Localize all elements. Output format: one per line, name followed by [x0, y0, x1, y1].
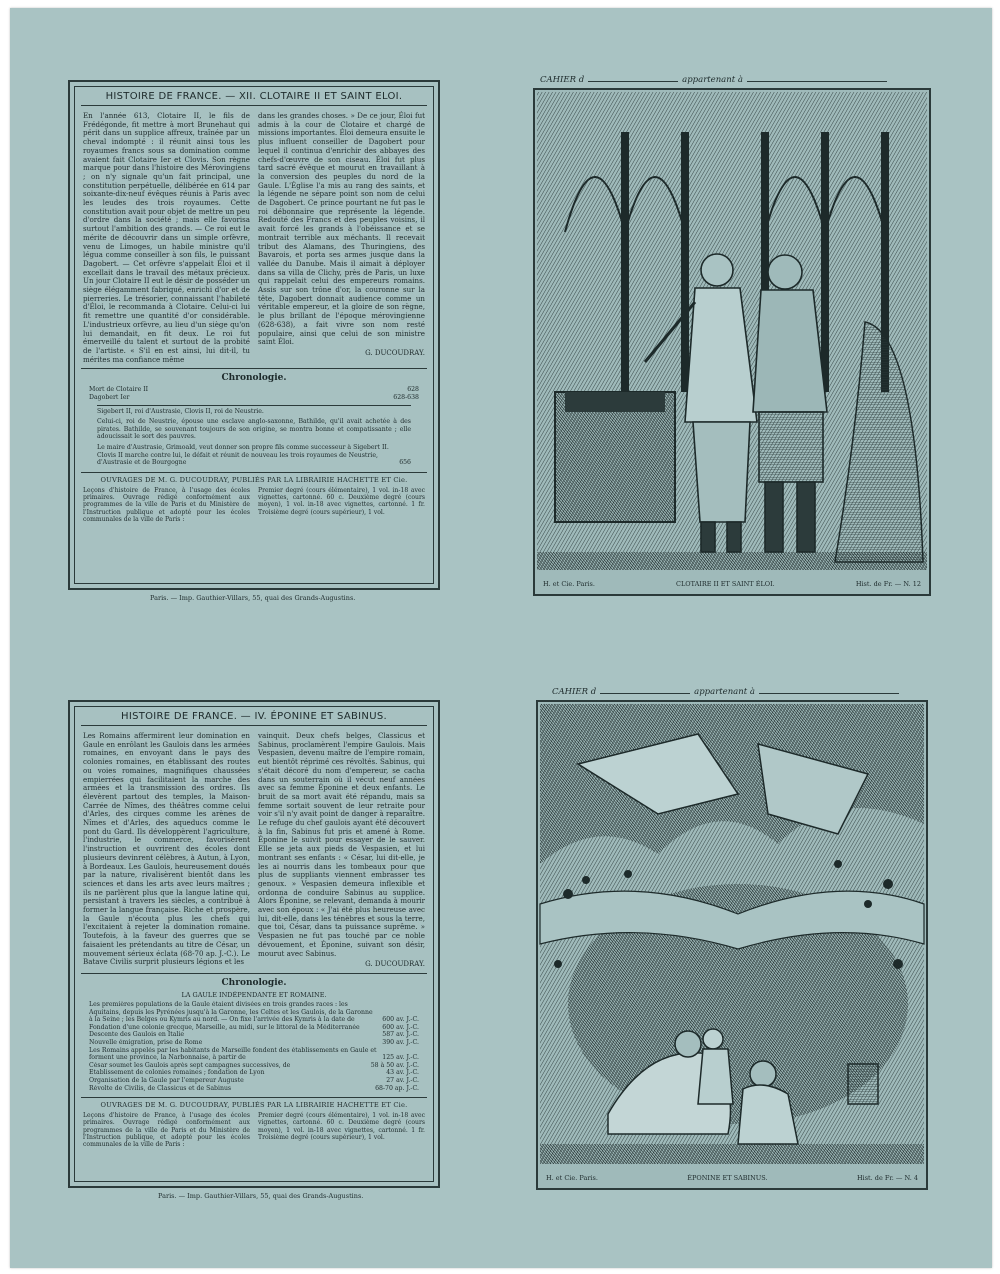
top-chrono-row — [89, 394, 419, 402]
top-cahier-owner: appartenant à — [682, 75, 743, 85]
bottom-chrono-row — [89, 1077, 419, 1085]
bottom-chrono-row — [89, 1031, 419, 1039]
top-col-left-text: En l'année 613, Clotaire II, le fils de Frédégonde, fit mettre à mort Brunehaut qui périt dans un supplice affreux, traînée par un cheval indompté : il réunit ainsi tous les royaumes francs sous sa domination comme avaient fait Clotaire Ier et Clovis. Son règne marque pour dans l'histoire des Mérovingiens ; on n'y signale qu'un fait principal, une constitution perpétuelle, délibérée en 614 par soixante-dix-neuf évêques réunis à Paris avec les leudes des trois royaumes. Cette constitution avait pour objet de mettre un peu d'ordre dans la société ; mais elle favorisa surtout l'ambition des grands. — Ce roi eut le mérite de découvrir dans un simple orfèvre, venu de Limoges, un habile ministre qu'il légua comme conseiller à son fils, le puissant Dagobert. — Cet orfèvre s'appelait Éloi et il excellait dans le travail des métaux précieux. Un jour Clotaire II eut le désir de posséder un siège élégamment fabriqué, enrichi d'or et de pierreries. Le trésorier, connaissant l'habileté d'Éloi, le recommanda à Clotaire. Celui-ci lui fit remettre une quantité d'or considérable. L'industrieux orfèvre, au lieu d'un siège qu'on lui demandait, en fit deux. Le roi fut émerveillé du talent et surtout de la probité de l'artiste. « S'il en est ainsi, lui dit-il, tu mérites ma confiance même — [83, 111, 250, 364]
top-illustration-caption — [543, 580, 921, 588]
eponine-engraving — [538, 704, 926, 1166]
top-caption-left: H. et Cie. Paris. — [543, 580, 595, 588]
bottom-signature: G. DUCOUDRAY. — [365, 960, 425, 969]
bottom-chrono-intro: Les premières populations de la Gaule étaient divisées en trois grandes races : les Aquitains, depuis les Pyrénées jusqu'à la Garonne, les Celtes et les Gaulois, de la Garonne à la Seine ; les Belges ou Kymris au nord. — On fixe l'arrivée des Kymris à la date de — [89, 1000, 373, 1024]
bottom-cahier-label: CAHIER d — [552, 687, 597, 697]
bottom-column-left — [83, 732, 250, 969]
top-ouvrages-left: Leçons d'histoire de France, à l'usage des écoles primaires. Ouvrage rédigé conformément aux programmes de la ville de Paris et du Ministère de l'Instruction publique et adopté pour les écoles communales de la ville de Paris : — [83, 486, 250, 523]
top-caption-title: CLOTAIRE II ET SAINT ÉLOI. — [675, 580, 775, 588]
bottom-columns — [83, 732, 425, 969]
top-chrono-row-date: 628 — [407, 386, 419, 394]
bottom-chrono-row-text: Nouvelle émigration, prise de Rome — [89, 1038, 203, 1046]
bottom-panel-inner-frame — [74, 706, 434, 1182]
top-chrono-row-text: Dagobert Ier — [89, 393, 130, 401]
top-column-right — [258, 112, 425, 364]
bottom-illustration-caption — [546, 1174, 918, 1182]
bottom-chrono-row-date: 390 av. J.-C. — [382, 1038, 419, 1046]
bottom-column-right — [258, 732, 425, 969]
bottom-ouvrages-title: OUVRAGES DE M. G. DUCOUDRAY, PUBLIÉS PAR LA LIBRAIRIE HACHETTE ET Cie. — [81, 1097, 427, 1109]
top-chrono-note-2-date: 656 — [399, 459, 411, 467]
bottom-chrono-row — [89, 1039, 419, 1047]
bottom-chrono-row — [89, 1085, 419, 1093]
top-chrono-row-date: 628-638 — [393, 393, 419, 401]
top-title: HISTOIRE DE FRANCE. — XII. CLOTAIRE II ET SAINT ELOI. — [81, 87, 427, 106]
top-illustration — [533, 88, 931, 596]
bottom-illustration — [536, 700, 928, 1190]
bottom-chrono-row-date: 587 av. J.-C. — [382, 1031, 419, 1039]
bottom-ouvrages-left: Leçons d'histoire de France, à l'usage des écoles primaires. Ouvrage rédigé conformément aux programmes de la ville de Paris et du Ministère de l'Instruction publique, et adopté pour les écoles communales de la ville de Paris : — [83, 1112, 250, 1149]
bottom-caption-title: ÉPONINE ET SABINUS. — [687, 1174, 768, 1182]
bottom-chrono-row-date: 43 av. J.-C. — [386, 1069, 419, 1077]
bottom-chrono-row-text: Organisation de la Gaule par l'empereur Auguste — [89, 1076, 244, 1084]
top-cahier-line — [540, 74, 891, 85]
top-cahier-label: CAHIER d — [540, 75, 585, 85]
bottom-chrono-row-text: Descente des Gaulois en Italie — [89, 1031, 185, 1039]
bottom-cahier-owner-blank — [759, 686, 899, 694]
top-ouvrages-right: Premier degré (cours élémentaire), 1 vol. in-18 avec vignettes, cartonné. 60 c. Deuxième degré (cours moyen), 1 vol. in-18 avec vignettes, cartonné. 1 fr. Troisième degré (cours supérieur), 1 vol. — [258, 486, 425, 516]
bottom-chrono-intro-row — [89, 1001, 419, 1024]
bottom-chrono-row-text: Fondation d'une colonie grecque, Marseille, au midi, sur le littoral de la Méditerranée — [89, 1023, 360, 1031]
bottom-text-panel — [68, 700, 440, 1188]
bottom-chrono-row-text: Les Romains appelés par les habitants de Marseille fondent des établissements en Gaule et forment une province, la Narbonnaise, à partir de — [89, 1046, 377, 1062]
bottom-chronology-subtitle: LA GAULE INDÉPENDANTE ET ROMAINE. — [181, 990, 327, 999]
bottom-chrono-row — [89, 1069, 419, 1077]
top-panel-inner-frame — [74, 86, 434, 584]
bottom-cahier-owner: appartenant à — [694, 687, 755, 697]
bottom-col-right-text: vainquit. Deux chefs belges, Classicus et Sabinus, proclamèrent l'empire Gaulois. Mais Vespasien, devenu maître de l'empire romain, eut bientôt réprimé ces révoltés. Sabinus, qui s'était décoré du nom d'empereur, se cacha dans un souterrain où il vécut neuf années avec sa femme Éponine et deux enfants. Le bruit de sa mort avait été répandu, mais sa femme sortait souvent de leur retraite pour voir s'il n'y avait point de danger à reparaître. Le refuge du chef gaulois ayant été découvert à la fin, Sabinus fut pris et amené à Rome. Éponine le suivit pour essayer de le sauver. Elle se jeta aux pieds de Vespasien, et lui montrant ses enfants : « César, lui dit-elle, je les ai nourris dans les tombeaux pour que plus de suppliants viennent embrasser tes genoux. » Vespasien demeura inflexible et ordonna de conduire Sabinus au supplice. Alors Éponine, se relevant, demanda à mourir avec son époux : « J'ai été plus heureuse avec lui, dit-elle, dans les ténèbres et sous la terre, que toi, César, dans ta puissance suprême. » Vespasien ne fut pas touché par ce noble dévouement, et Éponine, suivant son désir, mourut avec Sabinus. — [258, 731, 425, 958]
bottom-chrono-row — [89, 1062, 419, 1070]
bottom-caption-right: Hist. de Fr. — N. 4 — [856, 1174, 918, 1182]
bottom-chrono-row-date: 125 av. J.-C. — [382, 1054, 419, 1062]
top-signature: G. DUCOUDRAY. — [365, 348, 425, 357]
bottom-col-left-text: Les Romains affermirent leur domination en Gaule en enrôlant les Gaulois dans les armées romaines, en envoyant dans le pays des colonies romaines, en établissant des routes ou voies romaines, magnifiques chaussées empierrées qui facilitaient la marche des armées et la transmission des ordres. Ils élevèrent partout des temples, la Maison-Carrée de Nîmes, des théâtres comme celui d'Arles, des cirques comme les arènes de Nîmes et d'Arles, des aqueducs comme le pont du Gard. Ils développèrent l'agriculture, l'industrie, le commerce, favorisèrent l'instruction et ouvrirent des écoles dont plusieurs devinrent célèbres, à Autun, à Lyon, à Bordeaux. Les Gaulois, heureusement doués par la nature, rivalisèrent bientôt dans les sciences et dans les arts avec leurs maîtres ; ils ne parlèrent plus que la langue latine qui, persistant à travers les siècles, a contribué à former la langue française. Riche et prospère, la Gaule n'écouta plus les chefs qui l'excitaient à rejeter la domination romaine. Toutefois, à la faveur des guerres que se faisaient les prétendants au titre de César, un mouvement sérieux éclata (68-70 ap. J.-C.). Le Batave Civilis surprit plusieurs légions et les — [83, 731, 250, 967]
bottom-chrono-row-date: 58 à 50 av. J.-C. — [370, 1061, 419, 1069]
paper-sheet — [10, 8, 992, 1268]
top-chrono-line: Sigebert II, roi d'Austrasie, Clovis II, roi de Neustrie. — [97, 405, 411, 416]
top-ouvrages — [83, 487, 425, 523]
bottom-chrono-intro-date: 600 av. J.-C. — [382, 1016, 419, 1024]
bottom-chrono-row — [89, 1047, 419, 1062]
top-chrono-row-text: Mort de Clotaire II — [89, 386, 149, 394]
bottom-ouvrages — [83, 1112, 425, 1148]
bottom-cahier-line — [552, 686, 903, 697]
bottom-printer-line: Paris. — Imp. Gauthier-Villars, 55, quai des Grands-Augustins. — [158, 1192, 364, 1200]
bottom-chrono-row-date: 600 av. J.-C. — [382, 1023, 419, 1031]
top-cahier-blank — [588, 74, 678, 82]
top-ouvrages-title: OUVRAGES DE M. G. DUCOUDRAY, PUBLIÉS PAR LA LIBRAIRIE HACHETTE ET Cie. — [81, 472, 427, 484]
bottom-chrono-row-date: 68-70 ap. J.-C. — [375, 1084, 419, 1092]
top-col-right-text: dans les grandes choses. » De ce jour, Éloi fut admis à la cour de Clotaire et chargé de missions importantes. Éloi demeura ensuite le plus influent conseiller de Dagobert pour lequel il continua d'enrichir des abbayes des chefs-d'œuvre de son ciseau. Éloi fut plus tard sacré évêque et mourut en travaillant à la conversion des peuples du nord de la Gaule. L'Église l'a mis au rang des saints, et la légende ne sépare point son nom de celui de Dagobert. Ce prince pourtant ne fut pas le roi débonnaire que représente la légende. Redouté des Francs et des peuples voisins, il avait forcé les grands à l'obéissance et se montrait terrible aux méchants. Il recevait tribut des Alamans, des Thuringiens, des Bavarois, et porta ses armes jusque dans la vallée du Danube. Mais il aimait à déployer dans sa villa de Clichy, près de Paris, un luxe qui rappelait celui des empereurs romains. Assis sur son trône d'or, la couronne sur la tête, Dagobert donnait audience comme un véritable empereur, et la gloire de son règne, le plus brillant de l'époque mérovingienne (628-638), a fait vivre son nom resté populaire, ainsi que celui de son ministre saint Éloi. — [258, 111, 425, 347]
bottom-chrono-row — [89, 1024, 419, 1032]
bottom-ouvrages-right: Premier degré (cours élémentaire), 1 vol. in-18 avec vignettes, cartonné. 60 c. Deuxième degré (cours moyen), 1 vol. in-18 avec vignettes, cartonné. 1 fr. Troisième degré (cours supérieur), 1 vol. — [258, 1112, 425, 1141]
clotaire-engraving — [535, 92, 929, 572]
top-columns — [83, 112, 425, 364]
top-printer-line: Paris. — Imp. Gauthier-Villars, 55, quai des Grands-Augustins. — [150, 594, 356, 602]
top-chrono-row — [89, 386, 419, 394]
bottom-caption-left: H. et Cie. Paris. — [546, 1174, 598, 1182]
top-chrono-note-1: Celui-ci, roi de Neustrie, épouse une esclave anglo-saxonne, Bathilde, qu'il avait achetée à des pirates. Bathilde, se souvenant toujours de son origine, se montra bonne et compatissante ; elle adoucissait le sort des pauvres. — [97, 418, 411, 441]
bottom-chrono-row-date: 27 av. J.-C. — [386, 1076, 419, 1084]
bottom-chrono-row-text: César soumet les Gaulois après sept campagnes successives, de — [89, 1061, 291, 1069]
top-chronology-title: Chronologie. — [81, 368, 427, 383]
top-text-panel — [68, 80, 440, 590]
top-chrono-note-2-row — [97, 444, 411, 467]
bottom-cahier-blank — [600, 686, 690, 694]
top-chrono-note-2: Le maire d'Austrasie, Grimoald, veut donner son propre fils comme successeur à Sigebert II. Clovis II marche contre lui, le défait et réunit de nouveau les trois royaumes de Neustrie, d'Austrasie et de Bourgogne — [97, 443, 389, 467]
bottom-chrono-row-text: Révolte de Civilis, de Classicus et de Sabinus — [89, 1084, 232, 1092]
top-column-left — [83, 112, 250, 364]
bottom-title: HISTOIRE DE FRANCE. — IV. ÉPONINE ET SABINUS. — [81, 707, 427, 726]
top-cahier-owner-blank — [747, 74, 887, 82]
bottom-chronology-title: Chronologie. — [81, 973, 427, 988]
bottom-chrono-row-text: Établissement de colonies romaines ; fondation de Lyon — [89, 1069, 265, 1077]
top-caption-right: Hist. de Fr. — N. 12 — [855, 580, 921, 588]
